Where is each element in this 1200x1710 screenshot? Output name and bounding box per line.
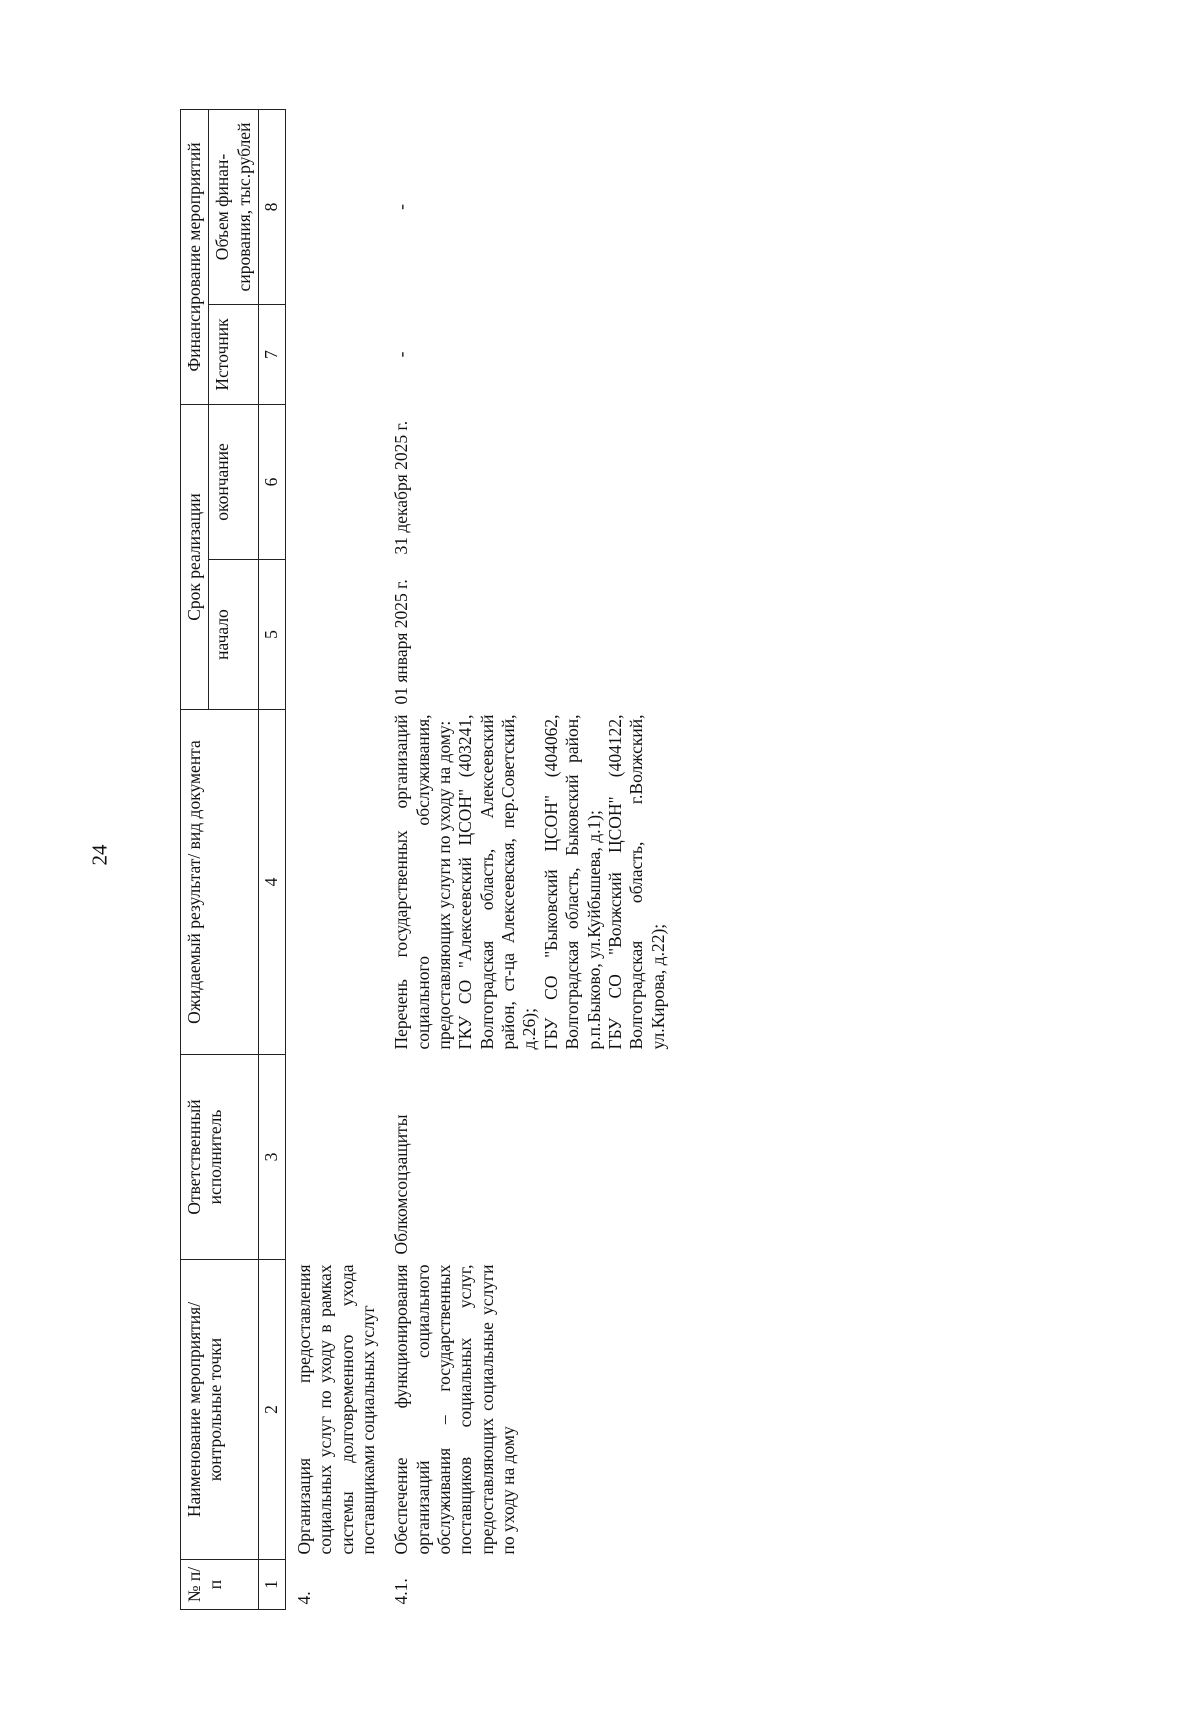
row-activity-name: Организация предоставления социальных услуг по уходу в рамках системы долговременного ухода поставщиками социальных услуг	[294, 1264, 379, 1555]
result-item: ГБУ СО "Быковский ЦСОН" (404062, Волгоградская область, Быковский район, р.п.Быково, ул.Куйбышева, д.1);	[540, 714, 604, 1050]
header-volume: Объем финан-сирования, тыс.рублей	[209, 109, 259, 304]
column-number: 6	[259, 404, 286, 559]
header-no: № п/п	[181, 1560, 259, 1610]
row-executor: Облкомсоцзащиты	[391, 1114, 412, 1255]
column-number: 2	[259, 1260, 286, 1560]
result-item: ГБУ СО "Волжский ЦСОН" (404122, Волгоградская область, г.Волжский, ул.Кирова, д.22);	[604, 714, 668, 1050]
column-number: 7	[259, 304, 286, 404]
row-activity-name: Обеспечение функционирования организаций социального обслуживания – государственных поставщиков социальных услуг, предоставляющих социальные услуги по уходу на дому	[391, 1264, 519, 1555]
header-executor: Ответственный исполнитель	[181, 1055, 259, 1260]
header-result: Ожидаемый результат/ вид документа	[181, 710, 259, 1055]
rotated-page-content	[180, 110, 1040, 1610]
table-row	[383, 109, 672, 1609]
column-number: 1	[259, 1560, 286, 1610]
row-number: 4.1.	[391, 1578, 412, 1605]
header-name: Наименование мероприятия/ контрольные точки	[181, 1260, 259, 1560]
row-result	[286, 710, 384, 1055]
column-number: 3	[259, 1055, 286, 1260]
row-start-date: 01 января 2025 г.	[391, 579, 412, 705]
result-intro: Перечень государственных организаций социального обслуживания, предоставляющих услуги по уходу на дому:	[391, 714, 455, 1050]
row-finance-source	[286, 304, 384, 404]
column-number: 8	[259, 109, 286, 304]
row-number: 4.	[294, 1591, 315, 1605]
header-row	[181, 109, 209, 1609]
table-row	[286, 109, 384, 1609]
header-source: Источник	[209, 304, 259, 404]
header-term: Срок реализации	[181, 404, 209, 709]
row-result	[383, 710, 672, 1055]
column-number: 4	[259, 710, 286, 1055]
column-number-row	[259, 109, 286, 1609]
header-term-end: окончание	[209, 404, 259, 559]
row-end-date: 31 декабря 2025 г.	[391, 420, 412, 555]
row-finance-volume	[286, 109, 384, 304]
row-start-date	[286, 560, 384, 710]
row-finance-volume: -	[391, 204, 412, 210]
page-number: 24	[87, 844, 112, 866]
result-item: ГКУ СО "Алексеевский ЦСОН" (403241, Волгоградская область, Алексеевский район, ст-ца Алексеевская, пер.Советский, д.26);	[455, 714, 540, 1050]
header-finance: Финансирование мероприятий	[181, 109, 209, 404]
row-executor	[286, 1055, 384, 1260]
plan-table	[180, 109, 673, 1610]
row-finance-source: -	[391, 351, 412, 358]
row-end-date	[286, 404, 384, 559]
column-number: 5	[259, 560, 286, 710]
header-term-start: начало	[209, 560, 259, 710]
